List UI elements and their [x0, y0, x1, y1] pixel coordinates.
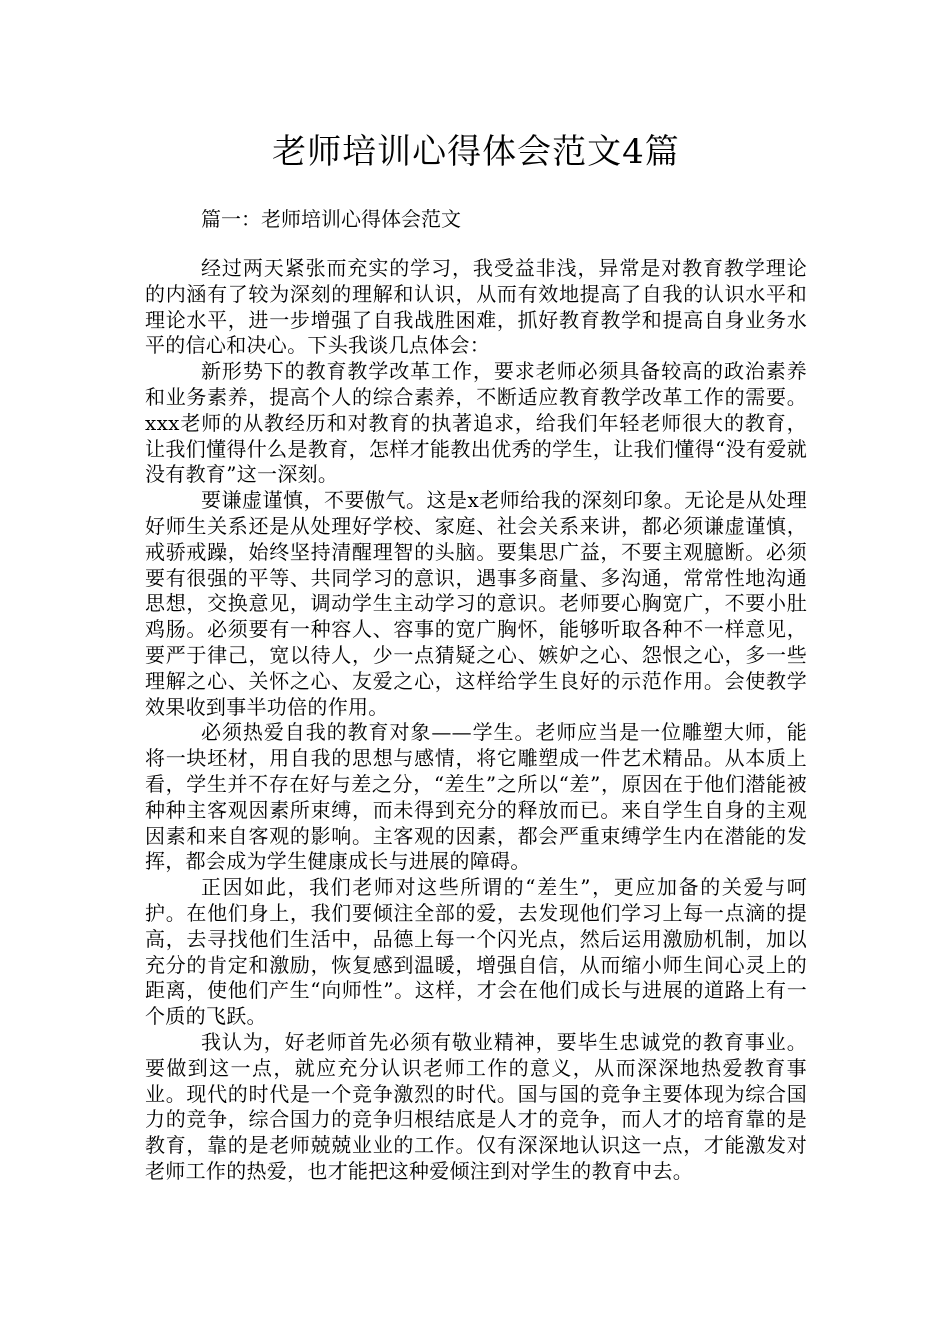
paragraph: 新形势下的教育教学改革工作，要求老师必须具备较高的政治素养和业务素养，提高个人的综合素养，不断适应教育教学改革工作的需要。xxx老师的从教经历和对教育的执著追求，给我们年轻老师很大的教育，让我们懂得什么是教育，怎样才能教出优秀的学生，让我们懂得“没有爱就没有教育”这一深刻。	[145, 359, 807, 487]
document-page	[145, 0, 807, 1344]
paragraph: 要谦虚谨慎，不要傲气。这是x老师给我的深刻印象。无论是从处理好师生关系还是从处理好学校、家庭、社会关系来讲，都必须谦虚谨慎，戒骄戒躁，始终坚持清醒理智的头脑。要集思广益，不要主观臆断。必须要有很强的平等、共同学习的意识，遇事多商量、多沟通，常常性地沟通思想，交换意见，调动学生主动学习的意识。老师要心胸宽广，不要小肚鸡肠。必须要有一种容人、容事的宽广胸怀，能够听取各种不一样意见，要严于律己，宽以待人，少一点猜疑之心、嫉妒之心、怨恨之心，多一些理解之心、关怀之心、友爱之心，这样给学生良好的示范作用。会使教学效果收到事半功倍的作用。	[145, 488, 807, 719]
paragraph: 经过两天紧张而充实的学习，我受益非浅，异常是对教育教学理论的内涵有了较为深刻的理解和认识，从而有效地提高了自我的认识水平和理论水平，进一步增强了自我战胜困难，抓好教育教学和提高自身业务水平的信心和决心。下头我谈几点体会：	[145, 256, 807, 358]
document-title: 老师培训心得体会范文4篇	[272, 132, 680, 172]
document-body	[145, 256, 807, 1185]
paragraph: 必须热爱自我的教育对象——学生。老师应当是一位雕塑大师，能将一块坯材，用自我的思想与感情，将它雕塑成一件艺术精品。从本质上看，学生并不存在好与差之分，“差生”之所以“差”，原因在于他们潜能被种种主客观因素所束缚，而未得到充分的释放而已。来自学生自身的主观因素和来自客观的影响。主客观的因素，都会严重束缚学生内在潜能的发挥，都会成为学生健康成长与进展的障碍。	[145, 720, 807, 874]
section-heading: 篇一：老师培训心得体会范文	[201, 207, 461, 231]
paragraph: 我认为，好老师首先必须有敬业精神，要毕生忠诚党的教育事业。要做到这一点，就应充分认识老师工作的意义，从而深深地热爱教育事业。现代的时代是一个竞争激烈的时代。国与国的竞争主要体现为综合国力的竞争，综合国力的竞争归根结底是人才的竞争，而人才的培育靠的是教育，靠的是老师兢兢业业的工作。仅有深深地认识这一点，才能激发对老师工作的热爱，也才能把这种爱倾注到对学生的教育中去。	[145, 1029, 807, 1183]
paragraph: 正因如此，我们老师对这些所谓的“差生”，更应加备的关爱与呵护。在他们身上，我们要倾注全部的爱，去发现他们学习上每一点滴的提高，去寻找他们生活中，品德上每一个闪光点，然后运用激励机制，加以充分的肯定和激励，恢复感到温暖，增强自信，从而缩小师生间心灵上的距离，使他们产生“向师性”。这样，才会在他们成长与进展的道路上有一个质的飞跃。	[145, 875, 807, 1029]
